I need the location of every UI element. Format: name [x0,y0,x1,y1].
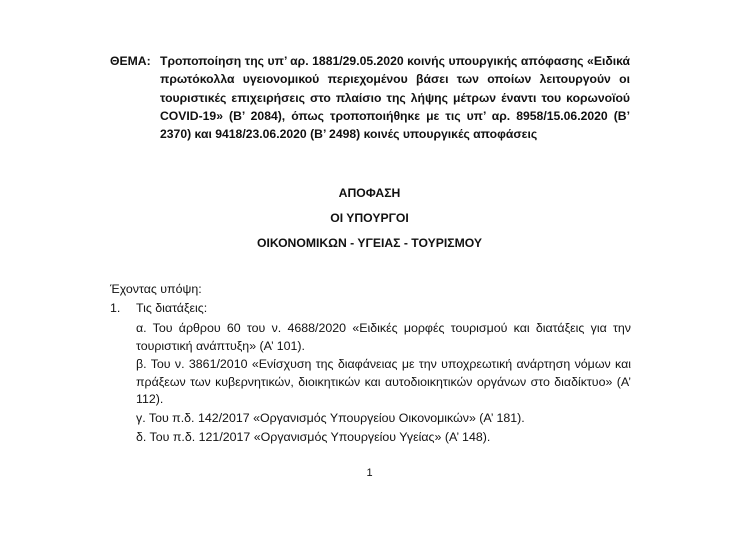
ministers-heading: ΟΙ ΥΠΟΥΡΓΟΙ [330,211,409,225]
subject-block [110,52,630,143]
list-item-number: 1. [110,301,121,315]
provision-item-a: α. Του άρθρου 60 του ν. 4688/2020 «Ειδικές μορφές τουρισμού και διατάξεις για την τουριστική ανάπτυξη» (Α’ 101). [136,321,631,353]
ministries-heading: ΟΙΚΟΝΟΜΙΚΩΝ - ΥΓΕΙΑΣ - ΤΟΥΡΙΣΜΟΥ [256,236,483,250]
provision-item-b: β. Του ν. 3861/2010 «Ενίσχυση της διαφάνειας με την υποχρεωτική ανάρτηση νόμων και πράξεων των κυβερνητικών, διοικητικών και αυτοδιοικητικών οργάνων στο διαδίκτυο» (Α’ 112). [136,357,631,407]
subject-text: Τροποποίηση της υπ’ αρ. 1881/29.05.2020 κοινής υπουργικής απόφασης «Ειδικά πρωτόκολλα υγειονομικού περιεχομένου βάσει των οποίων λειτουργούν οι τουριστικές επιχειρήσεις στο πλαίσιο της λήψης μέτρων έναντι του κορωνοϊού COVID-19» (Β’ 2084), όπως τροποποιήθηκε με τις υπ’ αρ. 8958/15.06.2020 (Β’ 2370) και 9418/23.06.2020 (Β’ 2498) κοινές υπουργικές αποφάσεις [160,54,630,142]
subject-label: ΘΕΜΑ: [110,54,151,68]
list-item-label: Τις διατάξεις: [136,301,208,315]
decision-heading: ΑΠΟΦΑΣΗ [338,186,401,200]
page-number: 1 [366,467,373,479]
provision-item-c: γ. Του π.δ. 142/2017 «Οργανισμός Υπουργείου Οικονομικών» (Α’ 181). [136,410,525,425]
provisions-list [136,320,631,447]
provision-item-d: δ. Του π.δ. 121/2017 «Οργανισμός Υπουργείου Υγείας» (Α’ 148). [136,429,491,444]
considering-text: Έχοντας υπόψη: [110,282,202,296]
